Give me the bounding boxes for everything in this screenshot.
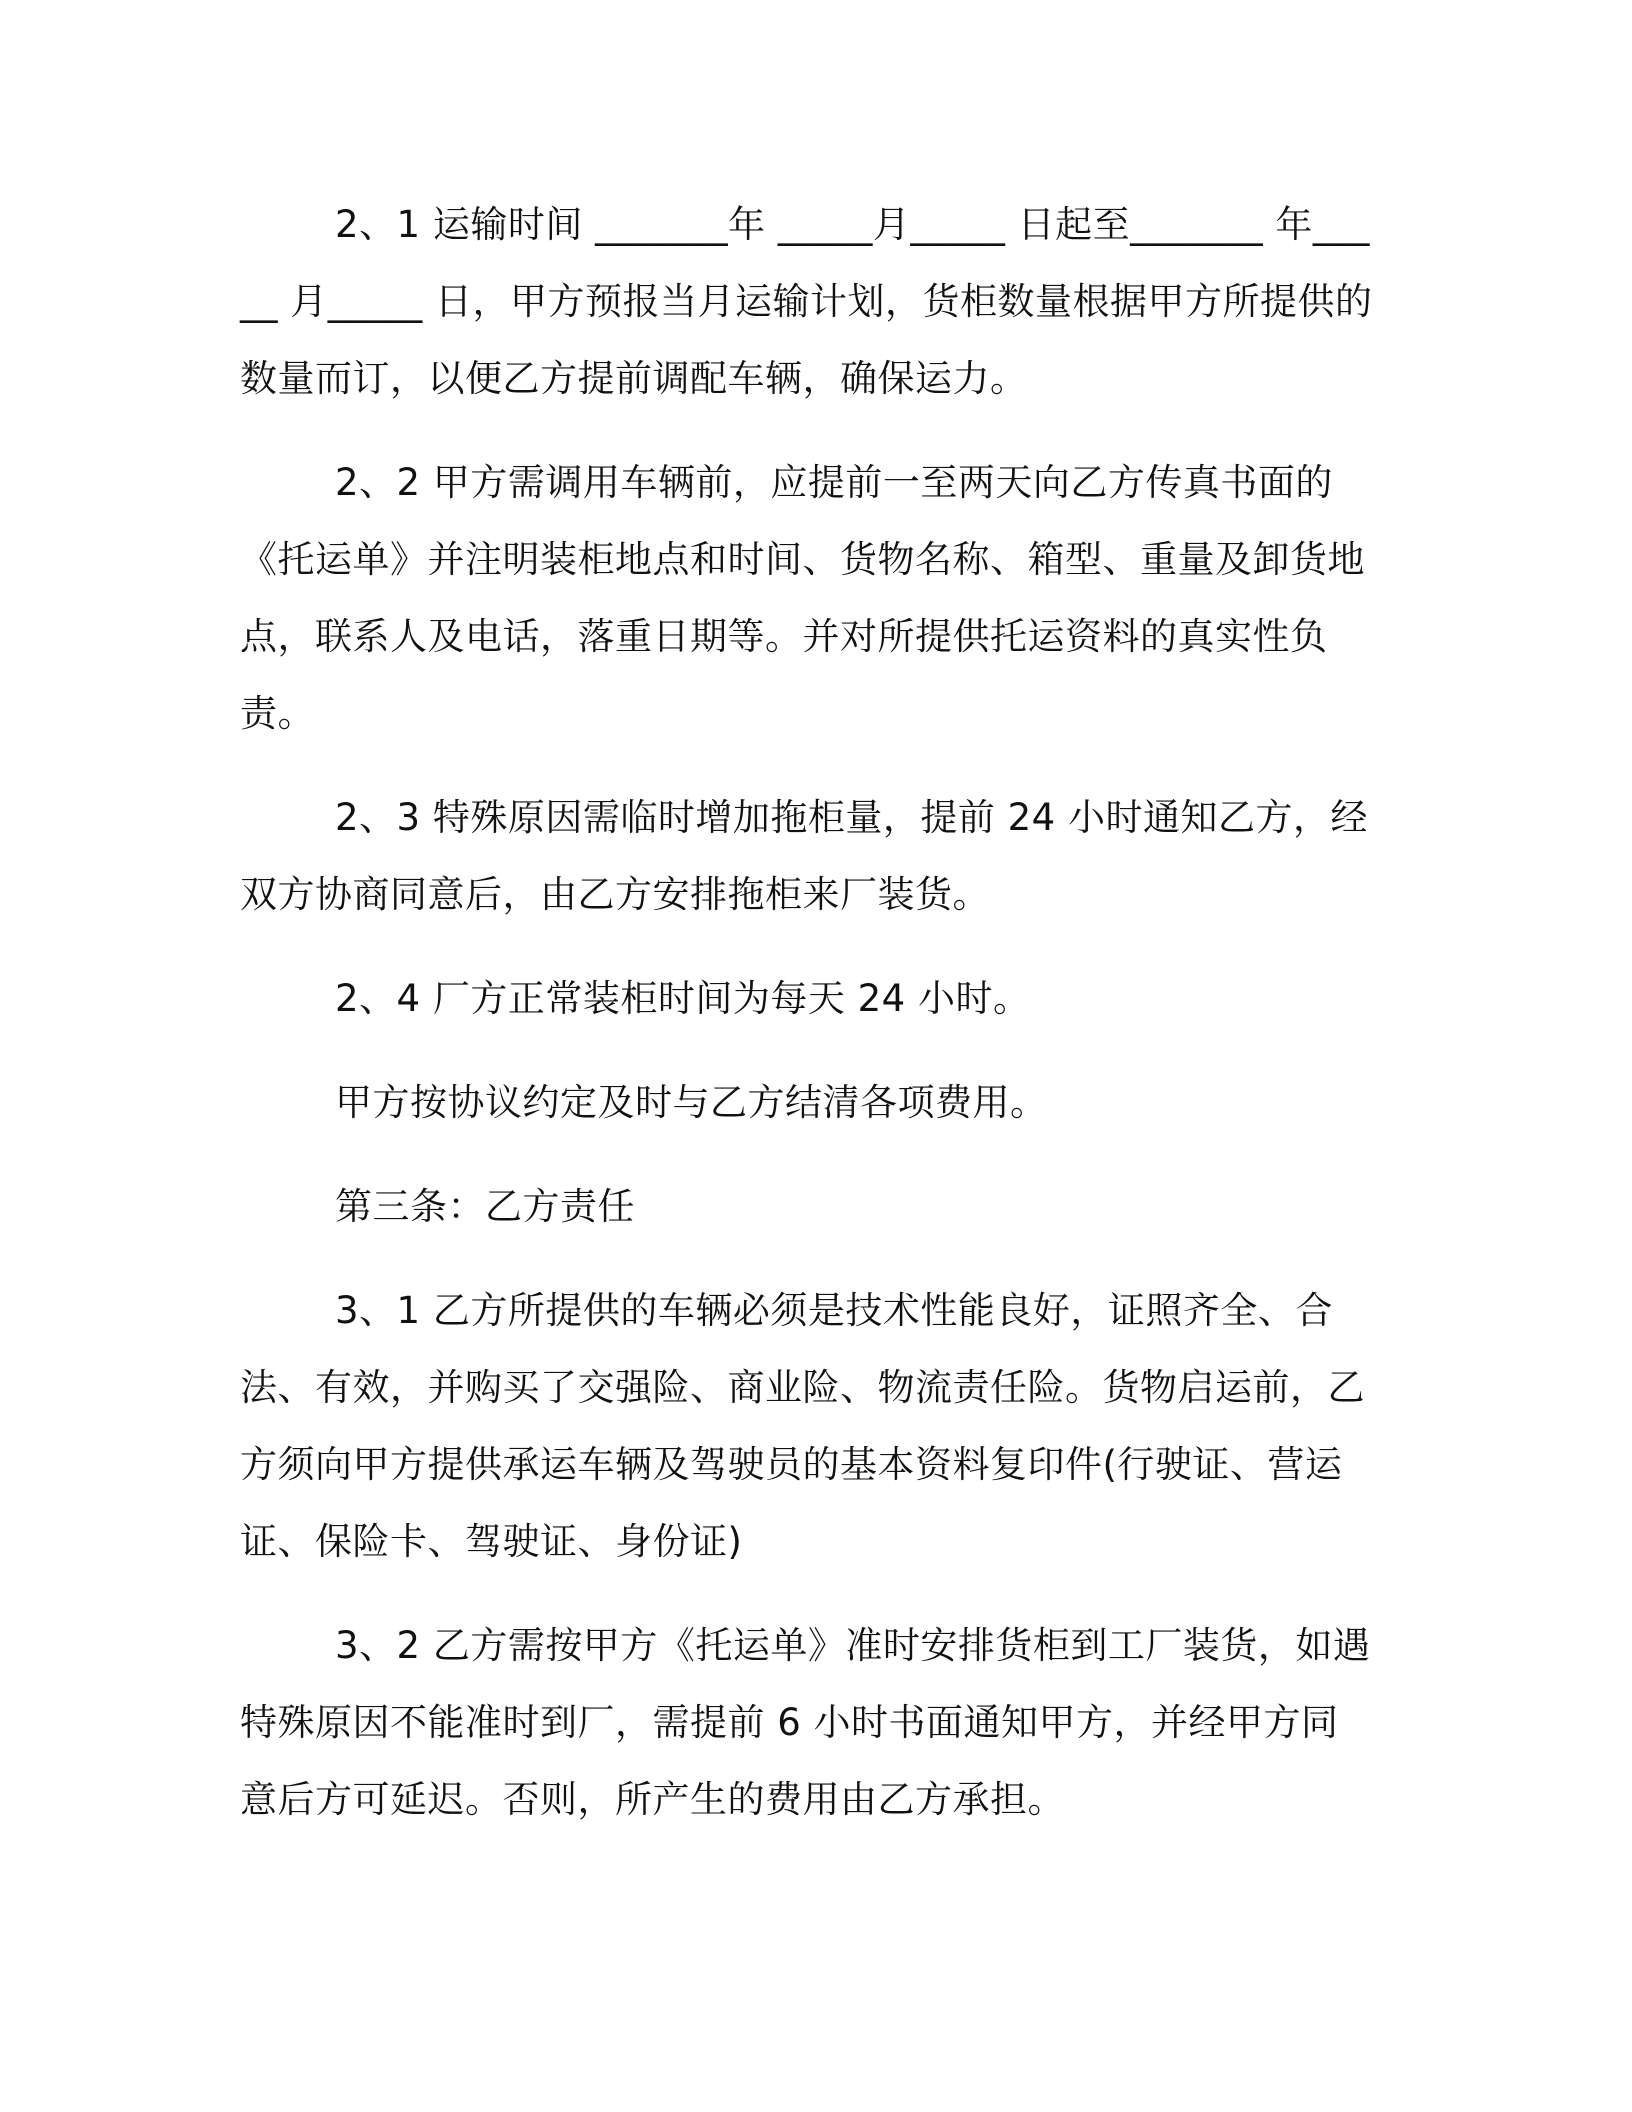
article-3-heading: 第三条：乙方责任 <box>335 1185 635 1228</box>
payment-settlement-paragraph: 甲方按协议约定及时与乙方结清各项费用。 <box>335 1081 1048 1124</box>
clause-2-4-loading-hours: 2、4 厂方正常装柜时间为每天 24 小时。 <box>335 977 1031 1020</box>
clause-2-2-dispatch-notice: 2、2 甲方需调用车辆前，应提前一至两天向乙方传真书面的《托运单》并注明装柜地点和时间、货物名称、箱型、重量及卸货地点，联系人及电话，落重日期等。并对所提供托运资料的真实性负责。 <box>240 461 1365 735</box>
document-body <box>240 186 1376 1865</box>
clause-3-1-vehicle-requirements: 3、1 乙方所提供的车辆必须是技术性能良好，证照齐全、合法、有效，并购买了交强险、商业险、物流责任险。货物启运前，乙方须向甲方提供承运车辆及驾驶员的基本资料复印件(行驶证、营运证、保险卡、驾驶证、身份证) <box>240 1289 1365 1563</box>
clause-2-3-extra-containers: 2、3 特殊原因需临时增加拖柜量，提前 24 小时通知乙方，经双方协商同意后，由乙方安排拖柜来厂装货。 <box>240 796 1368 916</box>
clause-3-2-on-time-arrival: 3、2 乙方需按甲方《托运单》准时安排货柜到工厂装货，如遇特殊原因不能准时到厂，需提前 6 小时书面通知甲方，并经甲方同意后方可延迟。否则，所产生的费用由乙方承担。 <box>240 1624 1371 1821</box>
clause-2-1-transport-time: 2、1 运输时间 _______年 _____月_____ 日起至_______ 年_____ 月_____ 日，甲方预报当月运输计划，货柜数量根据甲方所提供的数量而订，以便乙方提前调配车辆，确保运力。 <box>240 203 1373 400</box>
